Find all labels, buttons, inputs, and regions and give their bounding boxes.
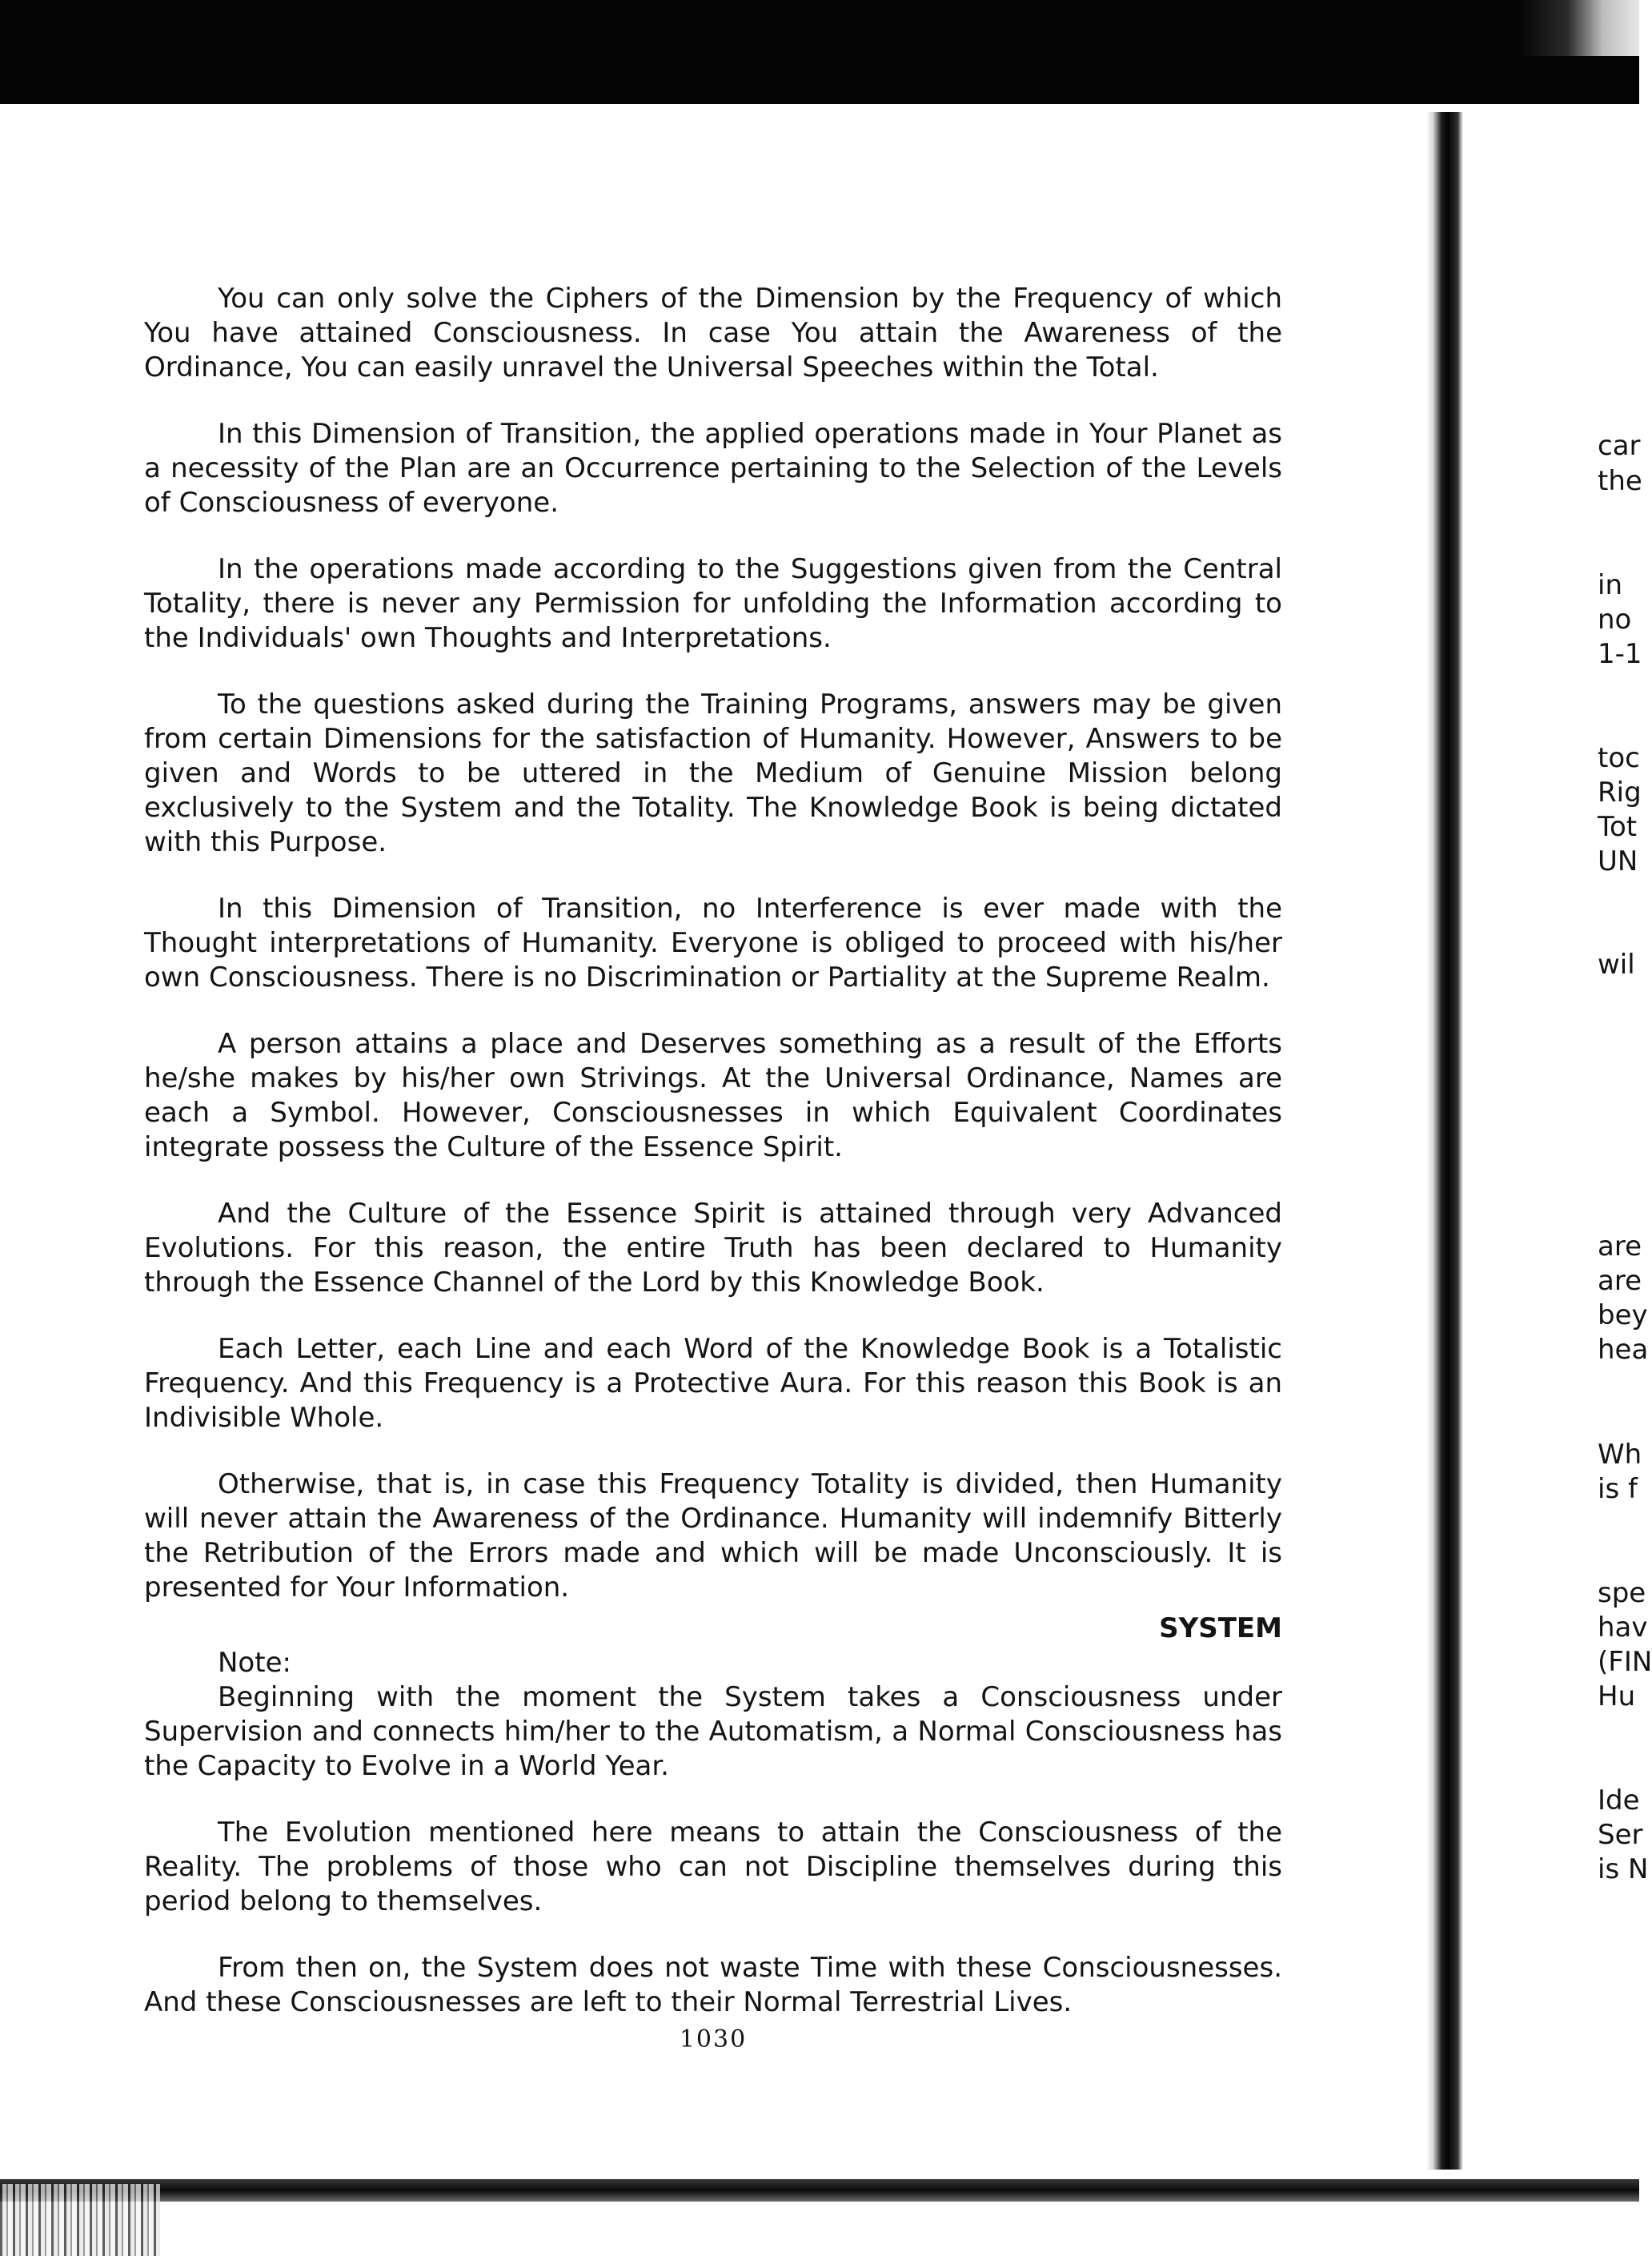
right-page-fragment: are xyxy=(1598,1265,1642,1297)
paragraph: A person attains a place and Deserves something as a result of the Efforts he/she makes by his/her own Strivings. At the Universal Ordinance, Names are each a Symbol. However, Consciousnesses in which Equivalent Coordinates integrate possess the Culture of the Essence Spirit. xyxy=(144,1028,1282,1163)
paragraph: In this Dimension of Transition, the applied operations made in Your Planet as a necessity of the Plan are an Occurrence pertaining to the Selection of the Levels of Consciousness of everyone. xyxy=(144,418,1282,519)
paragraph: You can only solve the Ciphers of the Dimension by the Frequency of which You have attained Consciousness. In case You attain the Awareness of the Ordinance, You can easily unravel the Universal Speeches within the Total. xyxy=(144,283,1282,383)
note-label: Note: xyxy=(218,1647,291,1679)
book-spine-shadow xyxy=(1426,112,1463,2170)
paragraph: And the Culture of the Essence Spirit is attained through very Advanced Evolutions. For this reason, the entire Truth has been declared to Humanity through the Essence Channel of the Lord by this Knowledge Book. xyxy=(144,1198,1282,1299)
right-page-fragment: 1-1 xyxy=(1598,638,1642,670)
right-page-fragment: Wh xyxy=(1598,1439,1642,1471)
right-page-fragment: bey xyxy=(1598,1299,1648,1331)
note-paragraph: Beginning with the moment the System takes a Consciousness under Supervision and connects him/her to the Automatism, a Normal Consciousness has the Capacity to Evolve in a World Year. xyxy=(144,1681,1282,1782)
note-paragraph: From then on, the System does not waste Time with these Consciousnesses. And these Consciousnesses are left to their Normal Terrestrial Lives. xyxy=(144,1952,1282,2018)
scan-bottom-corner xyxy=(0,2184,160,2256)
left-page xyxy=(144,282,1282,2052)
right-page-fragment: spe xyxy=(1598,1577,1646,1609)
scan-top-edge xyxy=(0,0,1639,104)
paragraph: Otherwise, that is, in case this Frequency Totality is divided, then Humanity will never attain the Awareness of the Ordinance. Humanity will indemnify Bitterly the Retribution of the Errors made and which will be made Unconsciously. It is presented for Your Information. xyxy=(144,1468,1282,1604)
right-page-fragment: car xyxy=(1598,430,1641,462)
right-page-fragment: Tot xyxy=(1598,811,1638,843)
right-page-fragment: hav xyxy=(1598,1612,1648,1644)
right-page-fragment: the xyxy=(1598,465,1642,497)
right-page-fragment: Hu xyxy=(1598,1680,1636,1712)
right-page-fragment: hea xyxy=(1598,1334,1649,1366)
right-page-fragment: UN xyxy=(1598,845,1638,877)
right-page-fragment: are xyxy=(1598,1230,1642,1262)
paragraph: To the questions asked during the Training Programs, answers may be given from certain Dimensions for the satisfaction of Humanity. However, Answers to be given and Words to be uttered in the Medium of Genuine Mission belong exclusively to the System and the Totality. The Knowledge Book is being dictated with this Purpose. xyxy=(144,688,1282,858)
right-page-fragment: Rig xyxy=(1598,777,1642,809)
right-page-fragment: is N xyxy=(1598,1853,1649,1885)
right-page-fragment: toc xyxy=(1598,742,1640,774)
right-page-fragment: is f xyxy=(1598,1473,1638,1505)
right-page-fragment: (FIN xyxy=(1598,1646,1652,1678)
paragraph: Each Letter, each Line and each Word of the Knowledge Book is a Totalistic Frequency. And this Frequency is a Protective Aura. For this reason this Book is an Indivisible Whole. xyxy=(144,1333,1282,1434)
right-page-fragment: no xyxy=(1598,604,1632,636)
paragraph: In this Dimension of Transition, no Interference is ever made with the Thought interpretations of Humanity. Everyone is obliged to proceed with his/her own Consciousness. There is no Discrimination or Partiality at the Supreme Realm. xyxy=(144,893,1282,994)
scan-bottom-edge xyxy=(0,2179,1639,2202)
page-number: 1030 xyxy=(679,2025,748,2053)
signature-system: SYSTEM xyxy=(1159,1612,1282,1644)
right-page-edge xyxy=(1489,0,1652,2256)
right-page-fragment: Ide xyxy=(1598,1784,1640,1816)
right-page-fragment: Ser xyxy=(1598,1819,1643,1851)
right-page-fragment: in xyxy=(1598,569,1622,601)
note-paragraph: The Evolution mentioned here means to attain the Consciousness of the Reality. The problems of those who can not Discipline themselves during this period belong to themselves. xyxy=(144,1816,1282,1917)
paragraph: In the operations made according to the Suggestions given from the Central Totality, there is never any Permission for unfolding the Information according to the Individuals' own Thoughts and Interpretations. xyxy=(144,553,1282,654)
right-page-fragment: wil xyxy=(1598,949,1635,981)
